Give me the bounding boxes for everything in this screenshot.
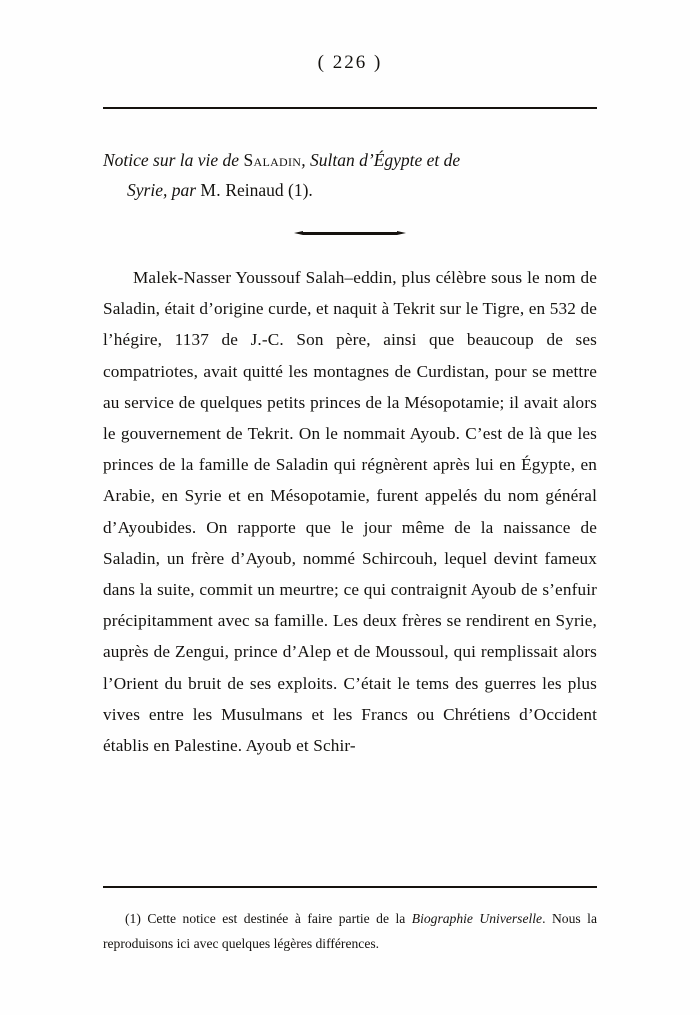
article-author-honorific: M. bbox=[200, 180, 221, 200]
footnote-work-title: Biographie Universelle bbox=[411, 911, 543, 926]
article-title-line-2 bbox=[127, 175, 603, 205]
body-paragraph: Malek-Nasser Youssouf Salah–eddin, plus célèbre sous le nom de Saladin, était d’origine curde, et naquit à Tekrit sur le Tigre, en 532 de l’hégire, 1137 de J.-C. Son père, ainsi que beaucoup de ses compatriotes, avait quitté les montagnes de Curdistan, pour se mettre au service de quelques petits princes de la Mésopotamie; il avait alors le gouvernement de Tekrit. On le nommait Ayoub. C’est de là que les princes de la famille de Saladin qui régnèrent après lui en Égypte, en Arabie, en Syrie et en Mésopotamie, furent appelés du nom général d’Ayoubides. On rapporte que le jour même de la naissance de Saladin, un frère d’Ayoub, nommé Schircouh, lequel devint fameux dans la suite, commit un meurtre; ce qui contraignit Ayoub de s’enfuir précipitamment avec sa famille. Les deux frères se rendirent en Syrie, auprès de Zengui, prince d’Alep et de Moussoul, qui remplissait alors l’Orient du bruit de ses exploits. C’était le tems des guerres les plus vives entre les Musulmans et les Francs ou Chrétiens d’Occident établis en Palestine. Ayoub et Schir- bbox=[103, 268, 597, 756]
footnote-text-after: . Nous la reproduisons ici avec quelques légères différences. bbox=[103, 911, 597, 951]
footnote bbox=[103, 906, 597, 956]
footnote-text-before: Cette notice est destinée à faire partie de la bbox=[140, 911, 412, 926]
article-title-line-1 bbox=[103, 145, 603, 175]
article-title-region: Syrie, par bbox=[127, 180, 201, 200]
ornament-divider bbox=[0, 222, 700, 240]
body-text bbox=[103, 262, 597, 761]
ornament-bar-icon bbox=[303, 232, 397, 235]
article-title bbox=[103, 145, 603, 205]
article-title-lead: Notice sur la vie de bbox=[103, 150, 244, 170]
footnote-marker: (1) bbox=[125, 911, 141, 926]
article-title-trail: , Sultan d’Égypte et de bbox=[301, 150, 461, 170]
article-title-subject: Saladin bbox=[243, 150, 302, 170]
article-author-name: Reinaud (1). bbox=[220, 180, 313, 200]
horizontal-rule-bottom bbox=[103, 886, 597, 888]
horizontal-rule-top bbox=[103, 107, 597, 109]
page-number: ( 226 ) bbox=[317, 52, 383, 73]
